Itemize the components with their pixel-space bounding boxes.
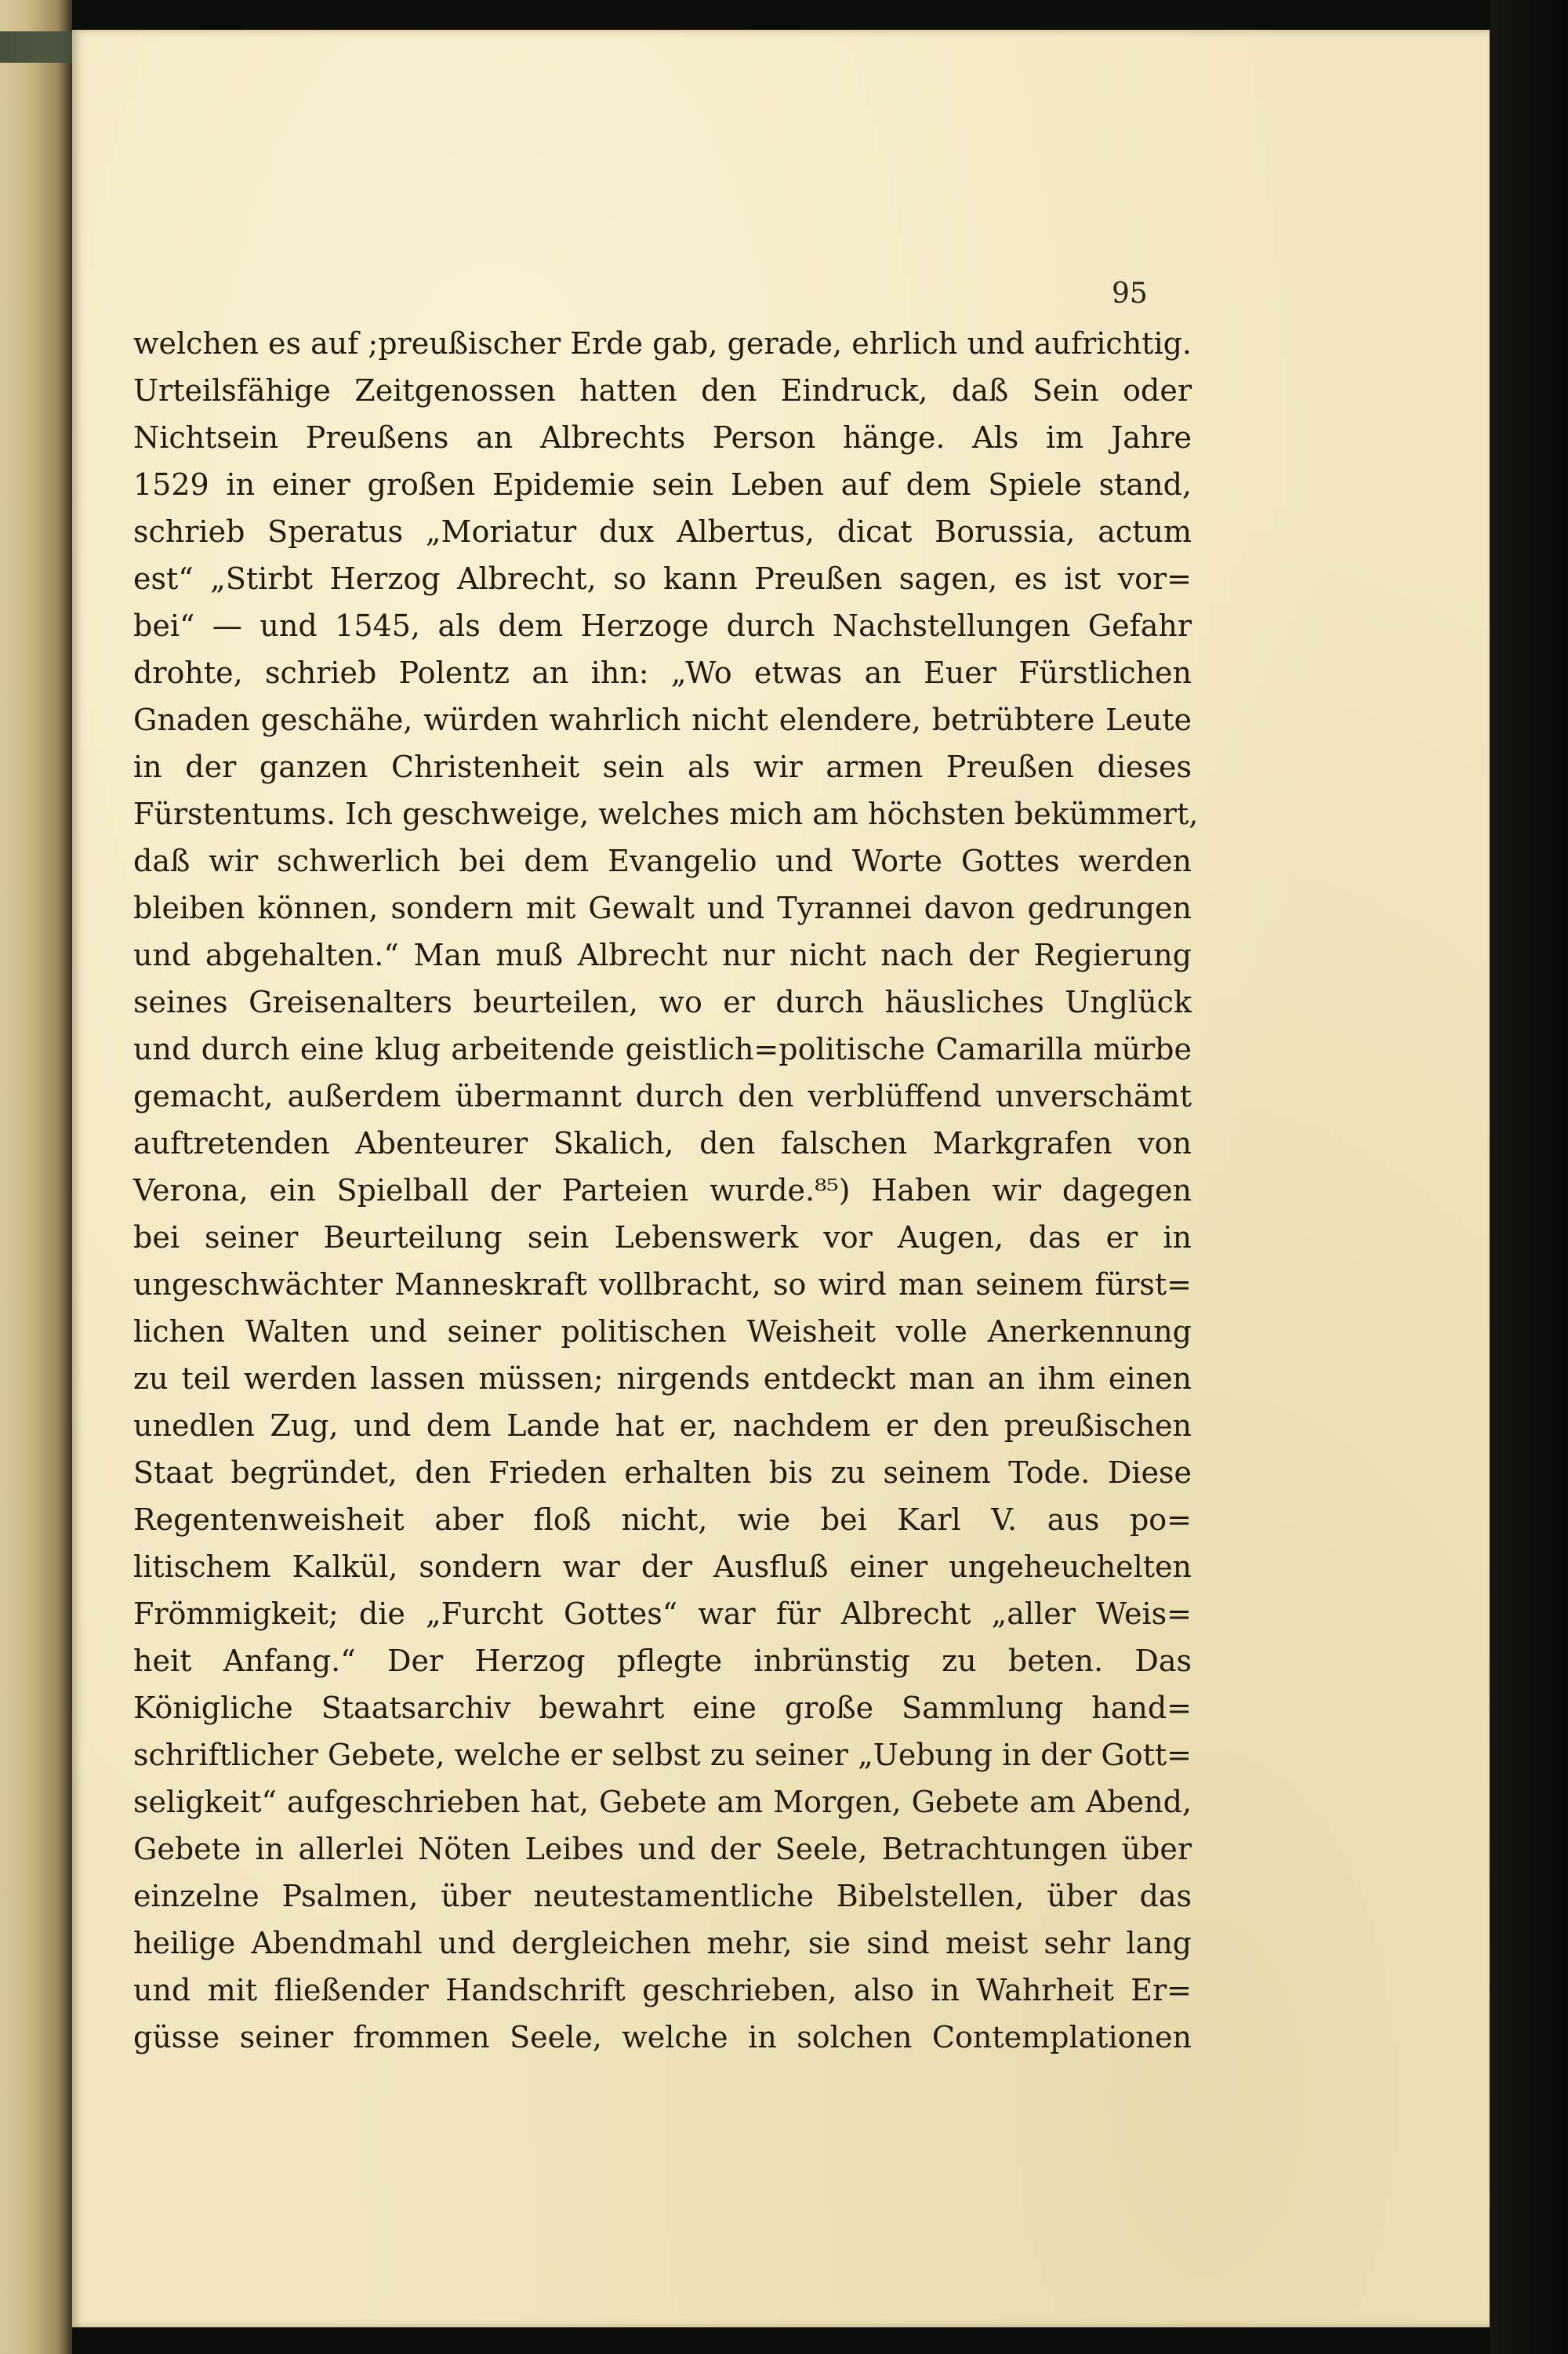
text-line: Gnaden geschähe, würden wahrlich nicht elendere, betrübtere Leute <box>133 703 1192 737</box>
text-line: Verona, ein Spielball der Parteien wurde.⁸⁵) Haben wir dagegen <box>133 1173 1192 1208</box>
text-line: schriftlicher Gebete, welche er selbst zu seiner „Uebung in der Gott= <box>133 1738 1192 1772</box>
text-line: 1529 in einer großen Epidemie sein Leben auf dem Spiele stand, <box>133 467 1192 502</box>
text-line: güsse seiner frommen Seele, welche in solchen Contemplationen <box>133 2020 1192 2054</box>
text-line: und mit fließender Handschrift geschrieben, also in Wahrheit Er= <box>133 1973 1192 2007</box>
text-line: gemacht, außerdem übermannt durch den verblüffend unverschämt <box>133 1079 1192 1113</box>
text-line: schrieb Speratus „Moriatur dux Albertus, dicat Borussia, actum <box>133 514 1192 549</box>
text-line: daß wir schwerlich bei dem Evangelio und Worte Gottes werden <box>133 844 1192 878</box>
book-spine <box>0 0 72 2354</box>
text-line: Urteilsfähige Zeitgenossen hatten den Eindruck, daß Sein oder <box>133 373 1192 408</box>
text-line: einzelne Psalmen, über neutestamentliche Bibelstellen, über das <box>133 1879 1192 1913</box>
scan-background <box>1490 0 1568 2354</box>
body-text <box>133 320 1199 2061</box>
text-line: Regentenweisheit aber floß nicht, wie bei Karl V. aus po= <box>133 1502 1192 1537</box>
text-line: Frömmigkeit; die „Furcht Gottes“ war für Albrecht „aller Weis= <box>133 1597 1192 1631</box>
page-number: 95 <box>1112 278 1148 310</box>
text-line: drohte, schrieb Polentz an ihn: „Wo etwas an Euer Fürstlichen <box>133 656 1192 690</box>
text-line: Fürstentums. Ich geschweige, welches mich am höchsten bekümmert, <box>133 797 1199 831</box>
text-line: heilige Abendmahl und dergleichen mehr, sie sind meist sehr lang <box>133 1926 1192 1960</box>
text-line: seligkeit“ aufgeschrieben hat, Gebete am Morgen, Gebete am Abend, <box>133 1785 1192 1819</box>
text-line: ungeschwächter Manneskraft vollbracht, so wird man seinem fürst= <box>133 1267 1192 1302</box>
text-line: in der ganzen Christenheit sein als wir armen Preußen dieses <box>133 750 1192 784</box>
text-line: bleiben können, sondern mit Gewalt und Tyrannei davon gedrungen <box>133 891 1192 925</box>
text-line: bei“ — und 1545, als dem Herzoge durch Nachstellungen Gefahr <box>133 608 1192 643</box>
text-line: Nichtsein Preußens an Albrechts Person hänge. Als im Jahre <box>133 420 1192 455</box>
text-line: und durch eine klug arbeitende geistlich=politische Camarilla mürbe <box>133 1032 1192 1066</box>
text-line: Königliche Staatsarchiv bewahrt eine große Sammlung hand= <box>133 1691 1192 1725</box>
text-line: heit Anfang.“ Der Herzog pflegte inbrünstig zu beten. Das <box>133 1644 1192 1678</box>
text-line: auftretenden Abenteurer Skalich, den falschen Markgrafen von <box>133 1126 1192 1161</box>
text-line: Staat begründet, den Frieden erhalten bis zu seinem Tode. Diese <box>133 1455 1192 1490</box>
text-line: zu teil werden lassen müssen; nirgends entdeckt man an ihm einen <box>133 1361 1192 1396</box>
text-line: est“ „Stirbt Herzog Albrecht, so kann Preußen sagen, es ist vor= <box>133 561 1192 596</box>
text-line: und abgehalten.“ Man muß Albrecht nur nicht nach der Regierung <box>133 938 1192 972</box>
text-line: unedlen Zug, und dem Lande hat er, nachdem er den preußischen <box>133 1408 1192 1443</box>
text-line: welchen es auf ;preußischer Erde gab, gerade, ehrlich und aufrichtig. <box>133 326 1192 361</box>
text-line: litischem Kalkül, sondern war der Ausfluß einer ungeheuchelten <box>133 1549 1192 1584</box>
text-line: seines Greisenalters beurteilen, wo er durch häusliches Unglück <box>133 985 1192 1019</box>
text-line: bei seiner Beurteilung sein Lebenswerk vor Augen, das er in <box>133 1220 1192 1255</box>
text-line: lichen Walten und seiner politischen Weisheit volle Anerkennung <box>133 1314 1192 1349</box>
text-line: Gebete in allerlei Nöten Leibes und der Seele, Betrachtungen über <box>133 1832 1192 1866</box>
